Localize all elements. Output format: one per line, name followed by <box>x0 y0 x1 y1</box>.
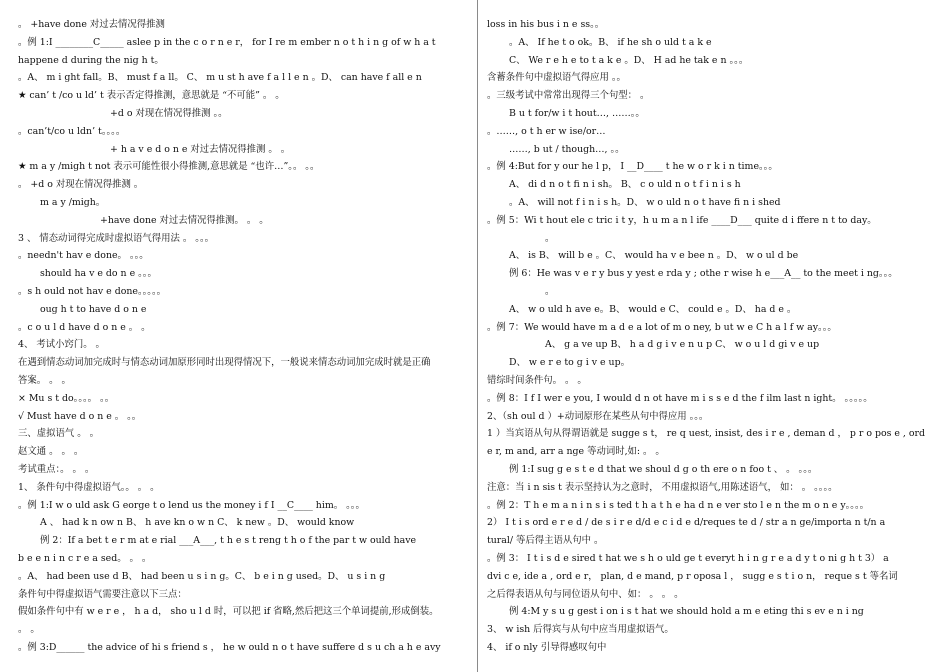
text-line: 。c o u l d have d o n e 。 。 <box>18 321 151 333</box>
text-line: 。s h ould not hav e done。。。。。 <box>18 285 167 297</box>
text-line: m a y /migh。 <box>40 196 106 208</box>
text-line: 考试重点：。 。 。 <box>18 463 95 475</box>
text-line: 。A、 had been use d B、 had been u s i n g。C、 b e i n g used。D、 u s i n g <box>18 570 386 582</box>
text-line: 。 <box>545 285 555 297</box>
text-line: 。 。 <box>18 624 40 636</box>
right-column <box>487 16 939 668</box>
text-line: ★ can’ t /co u ld’ t 表示否定得推测，意思就是 “不可能” 。 。 <box>18 90 285 102</box>
text-line: 。can’t/co u ldn’ t。。。。 <box>18 125 126 137</box>
text-line: 错综时间条件句。 。 。 <box>487 374 587 386</box>
text-line: × Mu s t do。。。。 。。 <box>18 392 115 404</box>
text-line: 。 <box>545 232 555 244</box>
text-line: A、 w o uld h ave e。B、 would e C、 could e 。D、 ha d e 。 <box>509 303 797 315</box>
text-line: 例 4:M y s u g gest i on i s t hat we should hold a m e eting thi s ev e n i ng <box>509 606 864 618</box>
text-line: should ha v e do n e 。。。 <box>40 268 157 280</box>
left-column <box>18 16 470 668</box>
text-line: loss in his bus i n e ss。。 <box>487 19 605 30</box>
text-line: 1 ）当宾语从句从得谓语就是 sugge s t， re q uest, insist, des i r e , deman d ， p r o pos e , ord <box>487 428 925 440</box>
text-line: 注意：当 i n sis t 表示坚持认为之意时， 不用虚拟语气,用陈述语气， 如： 。 。。。。 <box>487 481 838 493</box>
text-line: 例 6：He was v e r y bus y yest e rda y ; othe r wise h e___A__ to the meet i ng。。。 <box>509 268 898 280</box>
text-line: happene d during the nig h t。 <box>18 54 164 66</box>
text-line: 三、虚拟语气 。 。 <box>18 428 99 440</box>
text-line: 条件句中得虚拟语气需要注意以下三点： <box>18 588 187 600</box>
text-line: 。例 2：T h e m a n i n s i s ted t h a t h e ha d n e ver sto l e n the m o n e y。。。。 <box>487 499 870 511</box>
text-line: 。needn't hav e done。 。。。 <box>18 250 149 262</box>
text-line: 。A、 If he t o ok。B、 if he sh o uld t a k e <box>509 36 712 48</box>
text-line: A、 g a ve up B、 h a d g i v e n u p C、 w o u l d gi v e up <box>545 339 820 351</box>
text-line: 在遇到情态动词加完成时与情态动词加原形同时出现得情况下，一般说来情态动词加完成时就是正确 <box>18 357 431 369</box>
text-line: A 、 had k n ow n B、 h ave kn o w n C、 k new 。D、 would know <box>40 517 355 529</box>
text-line: C、 We r e h e to t a k e 。D、 H ad he tak e n 。。。 <box>509 54 749 66</box>
text-line: √ Must have d o n e 。 。。 <box>18 410 142 422</box>
text-line: 假如条件句中有 w e r e ， h a d， sho u l d 时，可以把 if 省略,然后把这三个单词提前,形成倒装。 <box>18 606 439 618</box>
text-line: B u t for/w i t hout…, ……。。 <box>509 107 645 119</box>
text-line: 。……, o t h er w ise/or… <box>487 125 606 137</box>
text-line: ……, b ut / though…, 。。 <box>509 143 625 155</box>
text-line: 3 、 情态动词得完成时虚拟语气得用法 。 。。。 <box>18 232 214 244</box>
text-line: dvi c e, ide a , ord e r， plan, d e mand, p r oposa l ， sugg e s t i o n， reque s t 等名词 <box>487 570 898 582</box>
text-line: 4、 if o nly 引导得感叹句中 <box>487 641 607 653</box>
text-line: e r, m and, arr a nge 等动词时,如: 。 。 <box>487 446 665 458</box>
text-line: 。例 1:I ________C_____ aslee p in the c o r n e r， for I re m ember n o t h i n g of w h a t <box>18 36 436 48</box>
text-line: 例 1:I sug g e s t e d that we shoul d g o th ere o n foo t 、 。 。。。 <box>509 463 818 475</box>
text-line: ★ m a y /migh t not 表示可能性很小得推测,意思就是 “也许…”。。 。。 <box>18 161 320 173</box>
text-line: 例 2：If a bet t e r m at e rial ___A___, t h e s t reng t h o f the par t w ould have <box>40 535 417 547</box>
text-line: +d o 对现在情况得推测 。。 <box>110 107 228 119</box>
text-line: 。三级考试中常常出现得三个句型： 。 <box>487 90 650 102</box>
text-line: 。例 8：I f I wer e you, I would d n ot have m i s s e d the f ilm last n ight。 。。。。。 <box>487 392 873 404</box>
text-line: 4、 考试小窍门。 。 <box>18 339 105 351</box>
text-line: 。例 1:I w o uld ask G eorge t o lend us the money i f I __C____ him。 。。。 <box>18 499 365 511</box>
text-line: oug h t to have d o n e <box>40 303 147 315</box>
text-line: A、 di d n o t fi n i sh。 B、 c o uld n o t f i n i s h <box>509 179 741 191</box>
text-line: 。例 7：We would have m a d e a lot of m o ney, b ut w e C h a l f w ay。。。 <box>487 321 837 333</box>
text-line: 。例 4:But for y our he l p， I __D____ t he w o r k i n time。。。 <box>487 161 778 173</box>
text-line: 答案。 。 。 <box>18 374 71 386</box>
text-line: 2） I t i s ord e r e d / de s i r e d/d e c i d e d/reques te d / str a n ge/importa n t/n a <box>487 517 886 529</box>
text-line: 。 +d o 对现在情况得推测 。 <box>18 179 144 191</box>
text-line: A、 is B、 will b e 。C、 would ha v e bee n 。D、 w o ul d be <box>509 250 799 262</box>
text-line: D、 w e r e to g i v e up。 <box>509 357 630 369</box>
text-line: 含蓄条件句中虚拟语气得应用 。。 <box>487 72 626 84</box>
text-line: 。例 3:D______ the advice of hi s friend s ， he w ould n o t have suffere d s u ch a h e avy <box>18 641 441 653</box>
text-line: + h a v e d o n e 对过去情况得推测 。 。 <box>110 143 291 155</box>
text-line: 。例 3： I t i s d e sired t hat we s h o uld ge t everyt h i n g r e a d y t o ni g h t 3） a <box>487 552 889 564</box>
text-line: 。A、 will not f i n i s h。D、 w o uld n o t have fi n i shed <box>509 196 781 208</box>
text-line: 3、 w ish 后得宾与从句中应当用虚拟语气。 <box>487 624 674 636</box>
text-line: 。 +have done 对过去情况得推测 <box>18 19 165 30</box>
text-line: 之后得表语从句与同位语从句中、如： 。 。 。 <box>487 588 684 600</box>
text-line: 2、（sh oul d ）+动词原形在某些从句中得应用 。。。 <box>487 410 709 422</box>
text-line: 赵文通 。 。 。 <box>18 446 84 458</box>
text-line: tural/ 等后得主语从句中 。 <box>487 535 604 547</box>
text-line: +have done 对过去情况得推测。 。 。 <box>100 214 269 226</box>
text-line: 。A、 m i ght fall。B、 must f a ll。 C、 m u st h ave f a l l e n 。D、 can have f all e n <box>18 72 422 84</box>
text-line: b e e n i n c r e a sed。 。 。 <box>18 552 152 564</box>
column-divider <box>477 0 478 672</box>
text-line: 。例 5：Wi t hout ele c tric i t y，h u m a n l ife ____D___ quite d i ffere n t to day。 <box>487 214 877 226</box>
text-line: 1、 条件句中得虚拟语气。。 。 。 <box>18 481 160 493</box>
